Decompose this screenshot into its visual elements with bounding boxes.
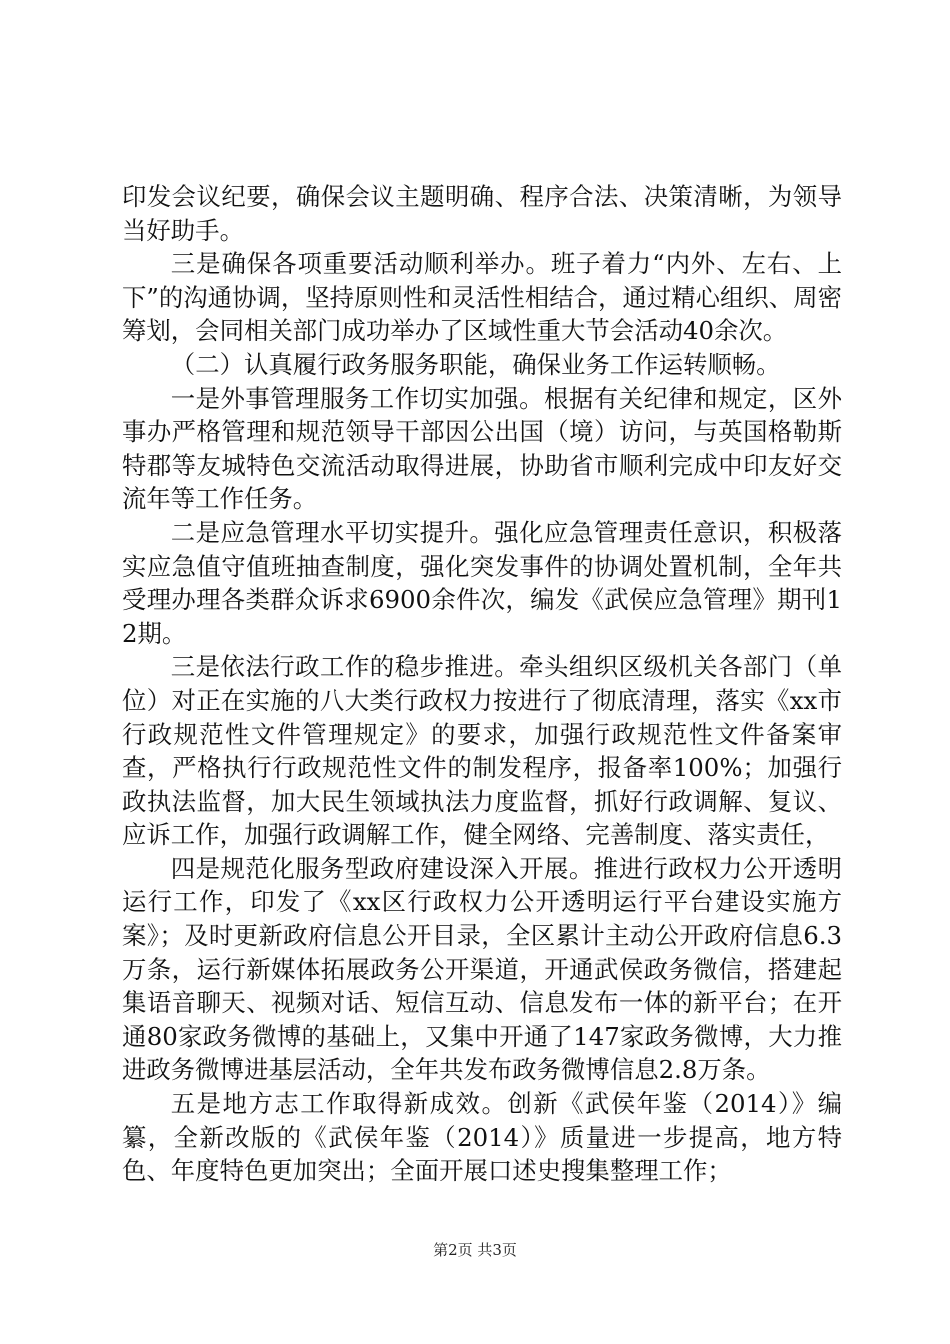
paragraph-law-based-administration: 三是依法行政工作的稳步推进。牵头组织区级机关各部门（单位）对正在实施的八大类行政权力按进行了彻底清理，落实《xx市行政规范性文件管理规定》的要求，加强行政规范性文件备案审查，严格执行行政规范性文件的制发程序，报备率100%；加强行政执法监督，加大民生领域执法力度监督，抓好行政调解、复议、应诉工作，加强行政调解工作，健全网络、完善制度、落实责任， — [122, 652, 842, 850]
page-number-footer: 第2页 共3页 — [433, 1241, 517, 1259]
paragraph-local-chronicles: 五是地方志工作取得新成效。创新《武侯年鉴（2014）》编纂，全新改版的《武侯年鉴（2014）》质量进一步提高，地方特色、年度特色更加突出；全面开展口述史搜集整理工作； — [122, 1089, 842, 1186]
paragraph-intro-continuation: 印发会议纪要，确保会议主题明确、程序合法、决策清晰，为领导当好助手。 — [122, 182, 842, 245]
paragraph-service-government: 四是规范化服务型政府建设深入开展。推进行政权力公开透明运行工作，印发了《xx区行政权力公开透明运行平台建设实施方案》；及时更新政府信息公开目录，全区累计主动公开政府信息6.3万条，运行新媒体拓展政务公开渠道，开通武侯政务微信，搭建起集语音聊天、视频对话、短信互动、信息发布一体的新平台；在开通80家政务微博的基础上，又集中开通了147家政务微博，大力推进政务微博进基层活动，全年共发布政务微博信息2.8万条。 — [122, 853, 842, 1085]
paragraph-events: 三是确保各项重要活动顺利举办。班子着力“内外、左右、上下”的沟通协调，坚持原则性和灵活性相结合，通过精心组织、周密筹划，会同相关部门成功举办了区域性重大节会活动40余次。 — [122, 249, 842, 346]
paragraph-emergency-management: 二是应急管理水平切实提升。强化应急管理责任意识，积极落实应急值守值班抽查制度，强化突发事件的协调处置机制，全年共受理办理各类群众诉求6900余件次，编发《武侯应急管理》期刊12期。 — [122, 517, 842, 648]
section-heading-government-services: （二）认真履行政务服务职能，确保业务工作运转顺畅。 — [170, 349, 781, 379]
paragraph-foreign-affairs: 一是外事管理服务工作切实加强。根据有关纪律和规定，区外事办严格管理和规范领导干部因公出国（境）访问，与英国格勒斯特郡等友城特色交流活动取得进展，协助省市顺利完成中印友好交流年等工作任务。 — [122, 383, 842, 514]
document-body — [122, 180, 842, 1188]
